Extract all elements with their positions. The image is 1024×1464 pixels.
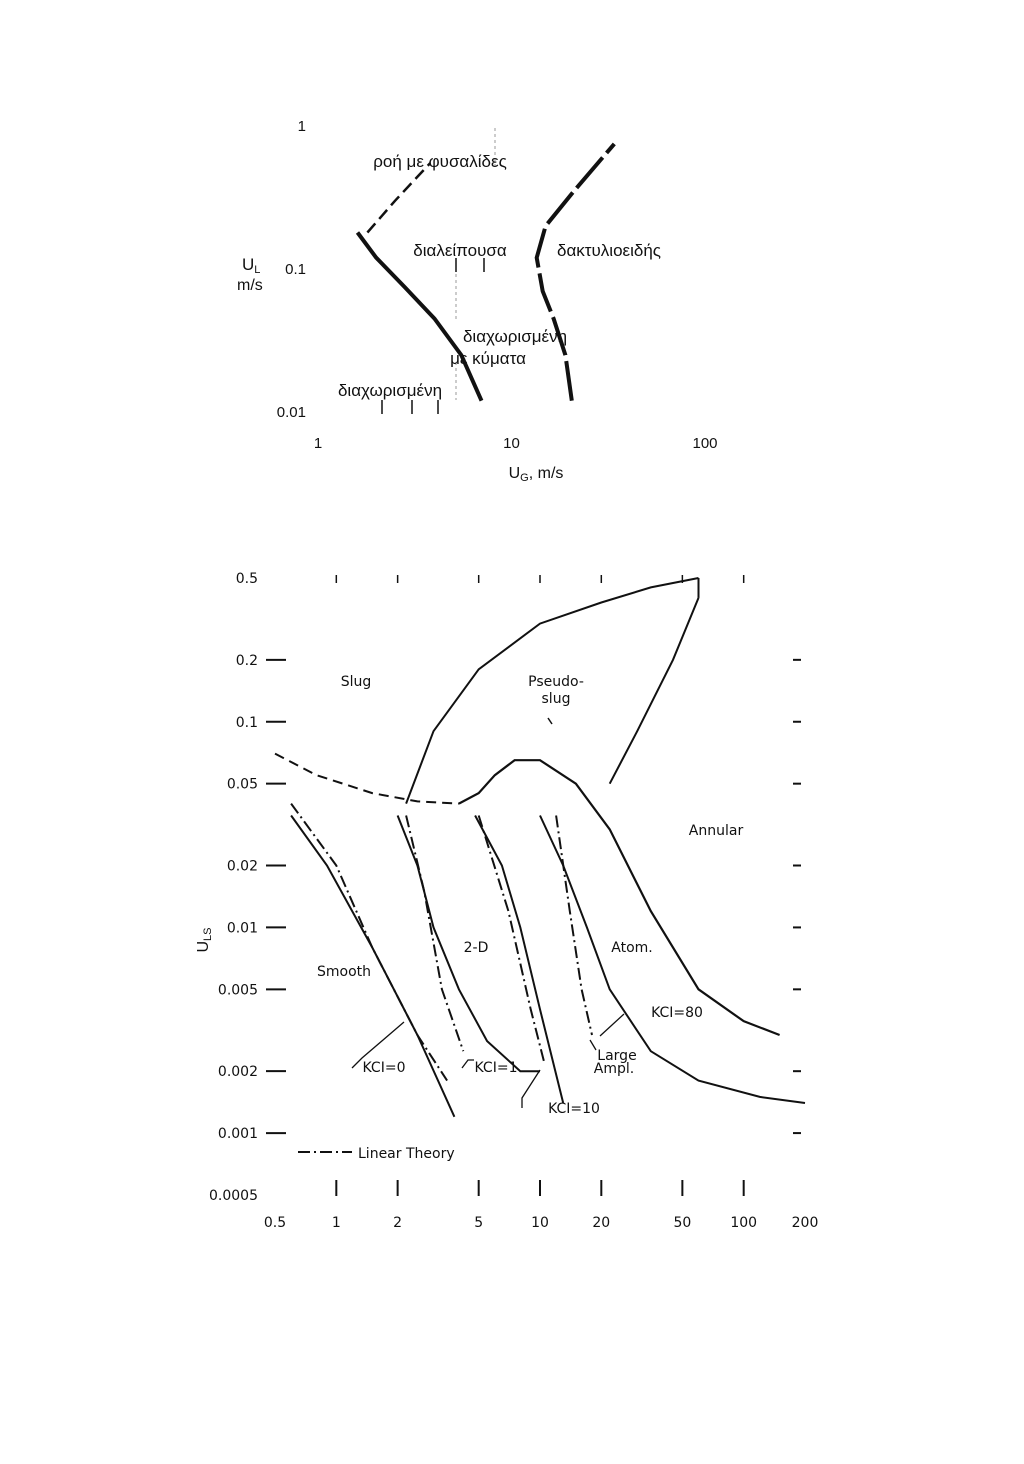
region-label: Atom.: [611, 940, 653, 956]
y-tick-label: 0.0005: [209, 1188, 258, 1204]
annotation-label: διαλείπουσα: [413, 241, 507, 260]
y-label-main: U: [195, 940, 212, 953]
x-tick-label: 2: [393, 1215, 403, 1231]
x-label-unit: , m/s: [528, 465, 564, 482]
upper-flow-regime-chart: [237, 118, 718, 484]
x-tick-label: 5: [474, 1215, 484, 1231]
y-tick-label: 0.1: [285, 261, 306, 278]
curve-label: Ampl.: [593, 1061, 635, 1077]
curve-label: Large: [597, 1048, 637, 1064]
y-axis-label: [242, 255, 260, 276]
curve-linear-kci-1: [406, 816, 463, 1052]
lower-flow-regime-chart: [195, 571, 818, 1231]
y-tick-label: 0.5: [235, 571, 258, 587]
x-tick-label: 20: [592, 1215, 611, 1231]
x-axis-label: [509, 465, 564, 484]
y-tick-label: 1: [297, 118, 306, 135]
region-label: Pseudo-: [528, 674, 584, 690]
curve-kci-80: [540, 816, 805, 1104]
curve-annular-boundary: [537, 144, 615, 401]
y-label-sub: LS: [202, 927, 214, 941]
annotation-label: διαχωρισμένη: [462, 327, 568, 346]
curve-label: KCI=80: [651, 1005, 703, 1021]
y-tick-label: 0.01: [226, 920, 258, 937]
y-tick-label: 0.1: [235, 714, 258, 731]
y-tick-label: 0.05: [226, 776, 258, 793]
pseudoslug-marker: [548, 718, 552, 724]
region-label: slug: [541, 691, 571, 707]
x-label-sub: G: [520, 472, 529, 484]
curve-label: KCI=10: [548, 1101, 600, 1117]
curve-linear-kci-10: [479, 816, 545, 1063]
x-tick-label: 200: [791, 1215, 819, 1231]
label-leader-line: [590, 1040, 596, 1050]
x-tick-label: 10: [531, 1215, 549, 1231]
annotation-label: δακτυλιοειδής: [556, 241, 662, 260]
curve-linear-kci-0: [291, 804, 447, 1081]
curve-pseudoslug-right-boundary: [610, 598, 699, 784]
y-label-sub: L: [254, 264, 261, 276]
y-tick-label: 0.005: [217, 982, 258, 999]
y-tick-label: 0.01: [276, 404, 306, 421]
curve-label: KCI=0: [362, 1060, 406, 1076]
x-label-main: U: [508, 465, 521, 482]
x-tick-label: 1: [313, 435, 323, 452]
annotation-label: με κύματα: [450, 349, 526, 368]
label-leader-line: [462, 1060, 474, 1068]
curve-dashed-boundary: [275, 754, 459, 804]
x-tick-label: 10: [503, 435, 520, 452]
x-tick-label: 0.5: [263, 1215, 287, 1231]
x-tick-label: 50: [673, 1215, 692, 1231]
curve-slug-lower-boundary: [459, 760, 780, 1035]
y-tick-label: 0.02: [226, 858, 258, 875]
y-tick-label: 0.002: [217, 1064, 258, 1081]
curve-label: KCI=1: [474, 1060, 518, 1076]
y-axis-unit: m/s: [237, 277, 263, 294]
region-label: Smooth: [316, 964, 372, 980]
label-leader-line: [600, 1014, 624, 1036]
region-label: 2-D: [463, 940, 489, 956]
legend-linear-theory-label: Linear Theory: [358, 1146, 455, 1162]
curve-bubble-boundary: [367, 163, 430, 232]
annotation-label: διαχωρισμένη: [337, 381, 443, 400]
annotation-label: ροή με φυσαλίδες: [373, 152, 507, 171]
y-tick-label: 0.001: [217, 1126, 258, 1143]
label-leader-line: [522, 1070, 540, 1108]
x-tick-label: 100: [730, 1215, 758, 1231]
region-label: Slug: [340, 674, 372, 690]
y-label-main: U: [242, 255, 255, 274]
y-axis-label: [195, 927, 214, 952]
region-label: Annular: [688, 823, 744, 839]
x-tick-label: 1: [331, 1215, 341, 1231]
x-tick-label: 100: [692, 435, 718, 452]
y-tick-label: 0.2: [235, 652, 258, 669]
